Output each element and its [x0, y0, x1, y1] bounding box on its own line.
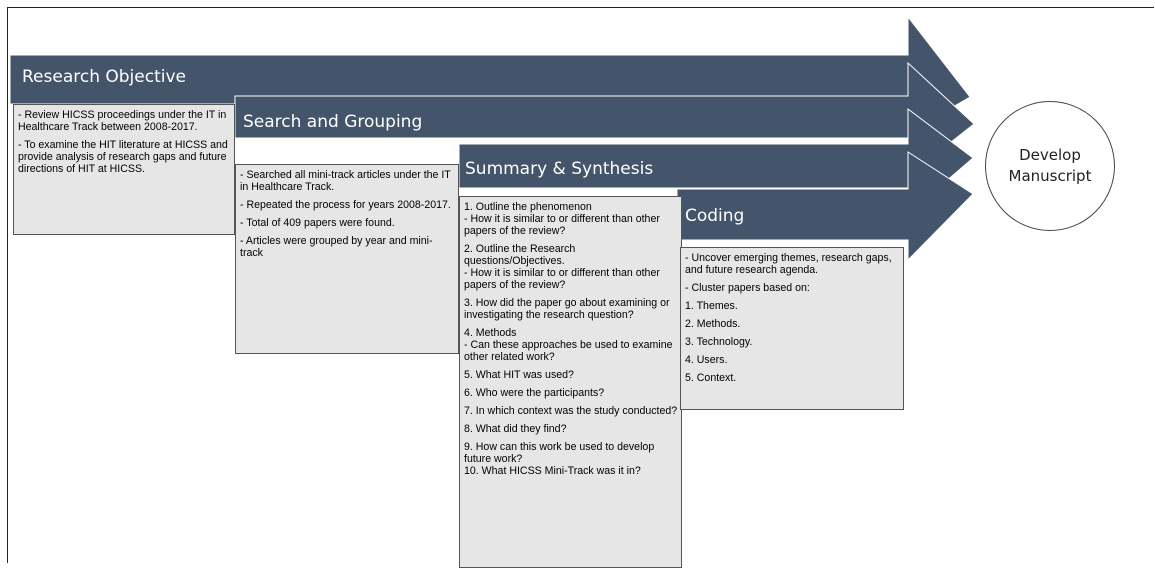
box-item: 5. Context.	[685, 372, 737, 384]
box-item: 8. What did they find?	[464, 423, 567, 435]
summary-synthesis-box	[459, 196, 682, 568]
stage-title-summary-synthesis: Summary & Synthesis	[465, 159, 654, 179]
stage-title-coding: Coding	[685, 206, 745, 226]
box-item: - Repeated the process for years 2008-2017.	[240, 199, 451, 211]
box-item: 3. Technology.	[685, 336, 753, 348]
box-item: 5. What HIT was used?	[464, 369, 574, 381]
coding-box	[680, 247, 904, 410]
research-objective-box	[13, 104, 235, 235]
box-item: - Review HICSS proceedings under the IT in Healthcare Track between 2008-2017.	[18, 109, 227, 133]
box-item: - Uncover emerging themes, research gaps, and future research agenda.	[685, 252, 892, 276]
stage-title-research-objective: Research Objective	[22, 67, 186, 87]
box-item: 2. Outline the Research questions/Objectives.	[464, 243, 576, 267]
box-item: 3. How did the paper go about examining or investigating the research question?	[464, 297, 670, 321]
outcome-line1: Develop	[1019, 146, 1081, 164]
box-item: 1. Outline the phenomenon	[464, 201, 592, 213]
box-item: - Cluster papers based on:	[685, 282, 810, 294]
box-item: - Articles were grouped by year and mini-track	[240, 235, 433, 259]
box-item: 10. What HICSS Mini-Track was it in?	[464, 465, 641, 477]
box-item: - To examine the HIT literature at HICSS and provide analysis of research gaps and future directions of HIT at HICSS.	[18, 139, 228, 175]
outcome-line2: Manuscript	[1008, 167, 1092, 185]
box-item: 4. Users.	[685, 354, 728, 366]
develop-manuscript-circle	[985, 101, 1115, 231]
box-item: - Searched all mini-track articles under the IT in Healthcare Track.	[240, 169, 451, 193]
box-item: 7. In which context was the study conducted?	[464, 405, 678, 417]
box-item: 4. Methods	[464, 327, 517, 339]
box-item: 1. Themes.	[685, 300, 738, 312]
box-item: 2. Methods.	[685, 318, 741, 330]
box-item: - How it is similar to or different than other papers of the review?	[464, 213, 660, 237]
search-and-grouping-box	[235, 164, 459, 354]
stage-title-search-and-grouping: Search and Grouping	[243, 112, 423, 132]
box-item: - Can these approaches be used to examine other related work?	[464, 339, 673, 363]
box-item: 6. Who were the participants?	[464, 387, 605, 399]
box-item: - Total of 409 papers were found.	[240, 217, 395, 229]
box-item: - How it is similar to or different than other papers of the review?	[464, 267, 660, 291]
box-item: 9. How can this work be used to develop future work?	[464, 441, 655, 465]
